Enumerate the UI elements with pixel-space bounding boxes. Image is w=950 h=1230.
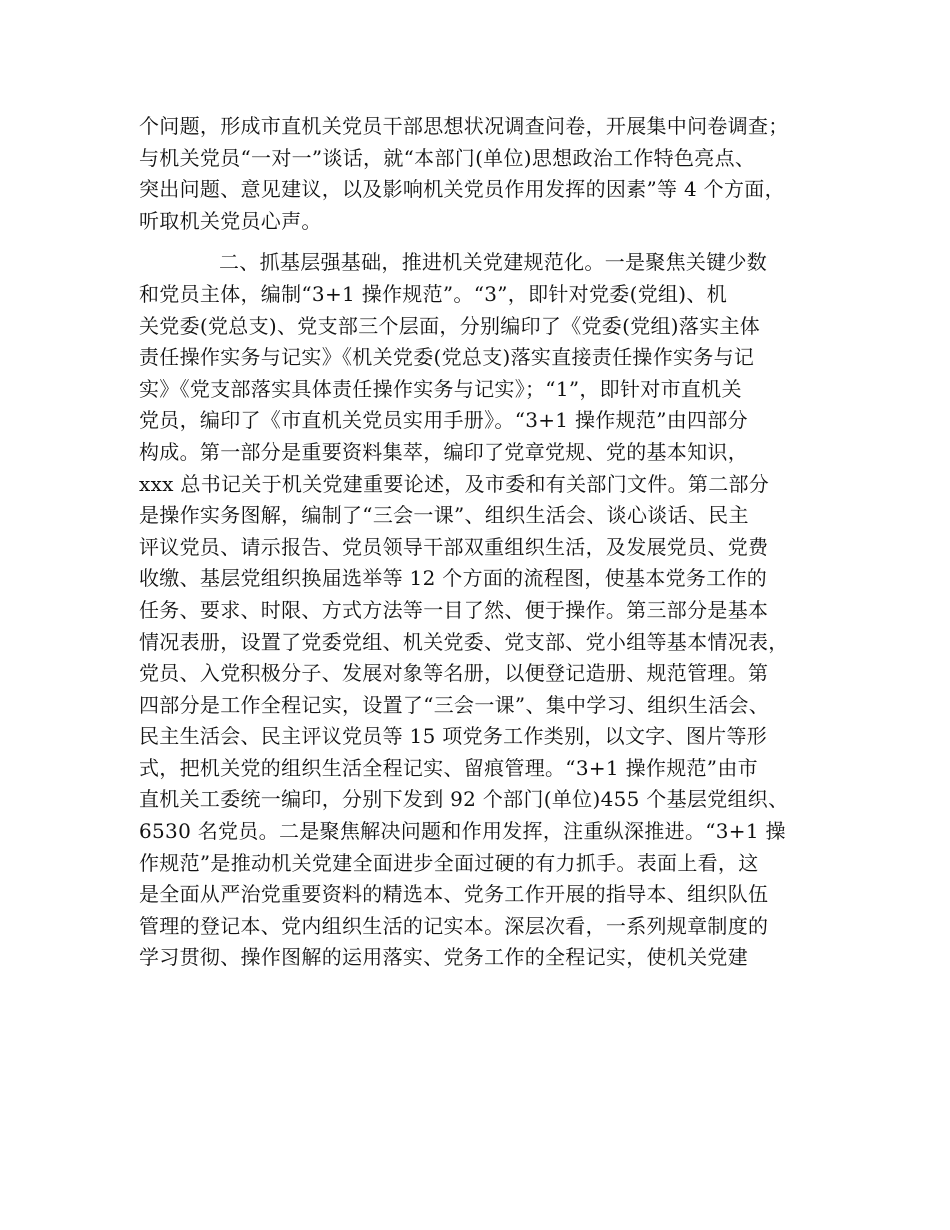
text-line: 是全面从严治党重要资料的精选本、党务工作开展的指导本、组织队伍 — [139, 882, 769, 907]
text-line: 责任操作实务与记实》《机关党委(党总支)落实直接责任操作实务与记 — [139, 345, 755, 370]
text-line: xxx 总书记关于机关党建重要论述，及市委和有关部门文件。第二部分 — [139, 471, 770, 496]
text-line: 收缴、基层党组织换届选举等 12 个方面的流程图，使基本党务工作的 — [139, 566, 768, 591]
text-line: 任务、要求、时限、方式方法等一目了然、便于操作。第三部分是基本 — [139, 597, 769, 622]
text-line: 民主生活会、民主评议党员等 15 项党务工作类别，以文字、图片等形 — [139, 724, 768, 749]
text-line: 党员、入党积极分子、发展对象等名册，以便登记造册、规范管理。第 — [139, 661, 769, 686]
text-line: 和党员主体，编制“3+1 操作规范”。“3”，即针对党委(党组)、机 — [139, 281, 727, 306]
text-line: 直机关工委统一编印，分别下发到 92 个部门(单位)455 个基层党组织、 — [139, 787, 789, 812]
text-line: 关党委(党总支)、党支部三个层面，分别编印了《党委(党组)落实主体 — [139, 313, 761, 338]
paragraph-gap — [139, 237, 819, 247]
text-line: 二、抓基层强基础，推进机关党建规范化。一是聚焦关键少数 — [219, 250, 768, 275]
text-line: 式，把机关党的组织生活全程记实、留痕管理。“3+1 操作规范”由市 — [139, 755, 758, 780]
text-line: 构成。第一部分是重要资料集萃，编印了党章党规、党的基本知识， — [139, 439, 748, 464]
text-line: 个问题，形成市直机关党员干部思想状况调查问卷，开展集中问卷调查； — [139, 114, 789, 138]
text-line: 与机关党员“一对一”谈话，就“本部门(单位)思想政治工作特色亮点、 — [139, 145, 756, 170]
text-line: 评议党员、请示报告、党员领导干部双重组织生活，及发展党员、党费 — [139, 534, 769, 559]
text-line: 突出问题、意见建议，以及影响机关党员作用发挥的因素”等 4 个方面， — [139, 177, 785, 202]
text-line: 管理的登记本、党内组织生活的记实本。深层次看，一系列规章制度的 — [139, 913, 769, 938]
text-line: 作规范”是推动机关党建全面进步全面过硬的有力抓手。表面上看，这 — [139, 850, 759, 875]
text-line: 6530 名党员。二是聚焦解决问题和作用发挥，注重纵深推进。“3+1 操 — [139, 819, 786, 844]
text-line: 党员，编印了《市直机关党员实用手册》。“3+1 操作规范”由四部分 — [139, 408, 748, 433]
text-line: 学习贯彻、操作图解的运用落实、党务工作的全程记实，使机关党建 — [139, 945, 748, 970]
document-body — [139, 111, 819, 974]
text-line: 实》《党支部落实具体责任操作实务与记实》；“1”，即针对市直机关 — [139, 376, 742, 401]
text-line: 听取机关党员心声。 — [139, 208, 322, 233]
text-line: 情况表册，设置了党委党组、机关党委、党支部、党小组等基本情况表， — [139, 629, 789, 654]
text-line: 是操作实务图解，编制了“三会一课”、组织生活会、谈心谈话、民主 — [139, 503, 749, 528]
text-line: 四部分是工作全程记实，设置了“三会一课”、集中学习、组织生活会、 — [139, 692, 770, 717]
